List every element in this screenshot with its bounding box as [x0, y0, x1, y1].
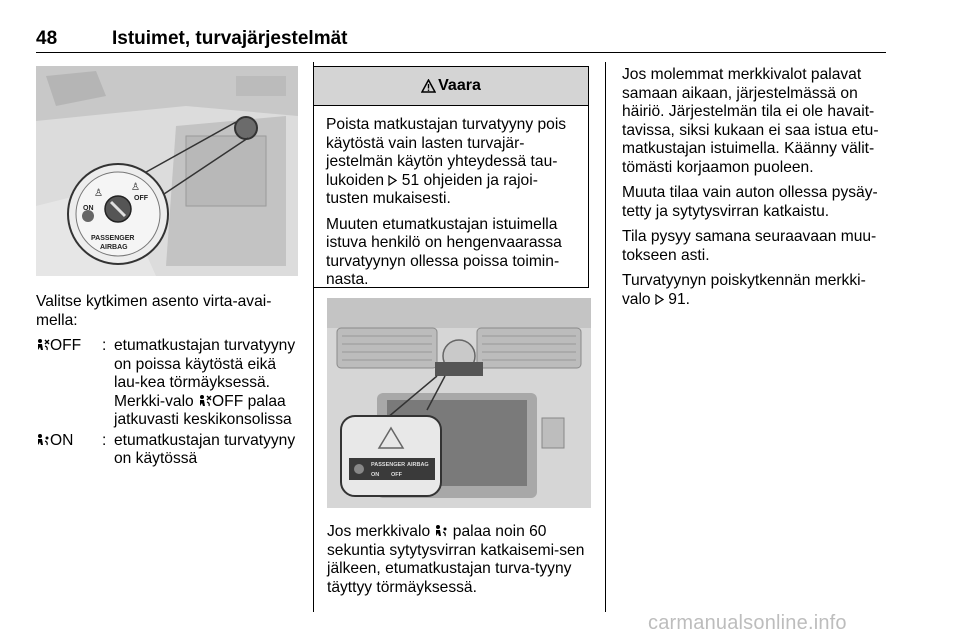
warning-paragraph-1: Poista matkustajan turvatyyny pois käytöstä vain lasten turvajär-jestelmän käytön yhteydessä tau-lukoiden 51 ohjeiden ja rajoi-tusten mukaisesti.: [326, 116, 567, 207]
photo-label-off: OFF: [134, 195, 148, 202]
switch-position-off: OFF : etumatkustajan turvatyyny on poissa käytöstä eikä lau-kea törmäyksessä. Merkki-valo OFF palaa jatkuvasti keskikonsolissa: [36, 337, 300, 430]
page-ref-arrow-icon: [655, 294, 664, 305]
page-ref-arrow-icon: [388, 175, 397, 186]
switch-position-on: ON : etumatkustajan turvatyyny on käytössä: [36, 432, 300, 469]
page-number: 48: [36, 28, 58, 49]
column-3-text: [622, 66, 888, 316]
airbag-on-icon: [36, 433, 50, 447]
center-console-photo: [327, 298, 591, 508]
photo2-label-on: ON: [371, 472, 380, 478]
svg-text:♙: ♙: [94, 188, 103, 199]
header-rule: [36, 52, 886, 53]
photo-label-passenger: PASSENGER: [91, 235, 135, 242]
svg-text:♙: ♙: [131, 182, 140, 193]
switch-on-term: ON: [50, 431, 74, 449]
photo-label-on: ON: [83, 205, 94, 212]
airbag-on-icon: [434, 524, 448, 538]
photo2-label-off: OFF: [391, 472, 402, 478]
indicator-paragraph: Jos merkkivalo palaa noin 60 sekuntia sytytysvirran katkaisemi-sen jälkeen, etumatkustajan turva-tyyny täyttyy törmäyksessä.: [327, 523, 585, 596]
intro-text: Valitse kytkimen asento virta-avai-mella:: [36, 293, 272, 329]
warning-page-ref[interactable]: 51: [401, 171, 420, 189]
watermark: carmanualsonline.info: [648, 612, 847, 634]
warning-triangle-icon: [421, 79, 436, 93]
change-status-paragraph: Muuta tilaa vain auton ollessa pysäy-tetty ja sytytysvirran katkaistu.: [622, 184, 878, 220]
deactivation-light-paragraph: Turvatyynyn poiskytkennän merkki-valo 91.: [622, 272, 866, 308]
airbag-off-icon: [198, 394, 212, 408]
status-persists-paragraph: Tila pysyy samana seuraavaan muu-tokseen asti.: [622, 228, 877, 264]
photo-label-airbag: AIRBAG: [100, 244, 128, 251]
switch-position-list: [36, 337, 300, 469]
switch-off-term: OFF: [50, 337, 82, 354]
malfunction-paragraph: Jos molemmat merkkivalot palavat samaan aikaan, järjestelmässä on häiriö. Järjestelmän tila ei ole havait-tavissa, siksi kukaan ei saa istua etu-matkustajan istuimella. Käänny välit-tömästi korjaamon puoleen.: [622, 66, 879, 176]
warning-paragraph-2: Muuten etumatkustajan istuimella istuva henkilö on hengenvaarassa turvatyynyn ollessa poissa toimin-nasta.: [326, 215, 562, 288]
airbag-switch-photo: [36, 66, 298, 276]
warning-title: Vaara: [438, 77, 481, 94]
photo2-label-airbag: AIRBAG: [407, 462, 429, 468]
warning-header: [314, 67, 588, 106]
airbag-off-icon: [36, 338, 50, 352]
column-2-text: [313, 523, 591, 604]
warning-body: [314, 106, 588, 290]
column-divider-2: [605, 62, 606, 612]
column-1-text: [36, 293, 300, 471]
photo2-label-passenger: PASSENGER: [371, 462, 406, 468]
deactivation-page-ref[interactable]: 91: [668, 290, 686, 308]
page-title: Istuimet, turvajärjestelmät: [112, 28, 348, 49]
warning-box: [313, 66, 589, 288]
